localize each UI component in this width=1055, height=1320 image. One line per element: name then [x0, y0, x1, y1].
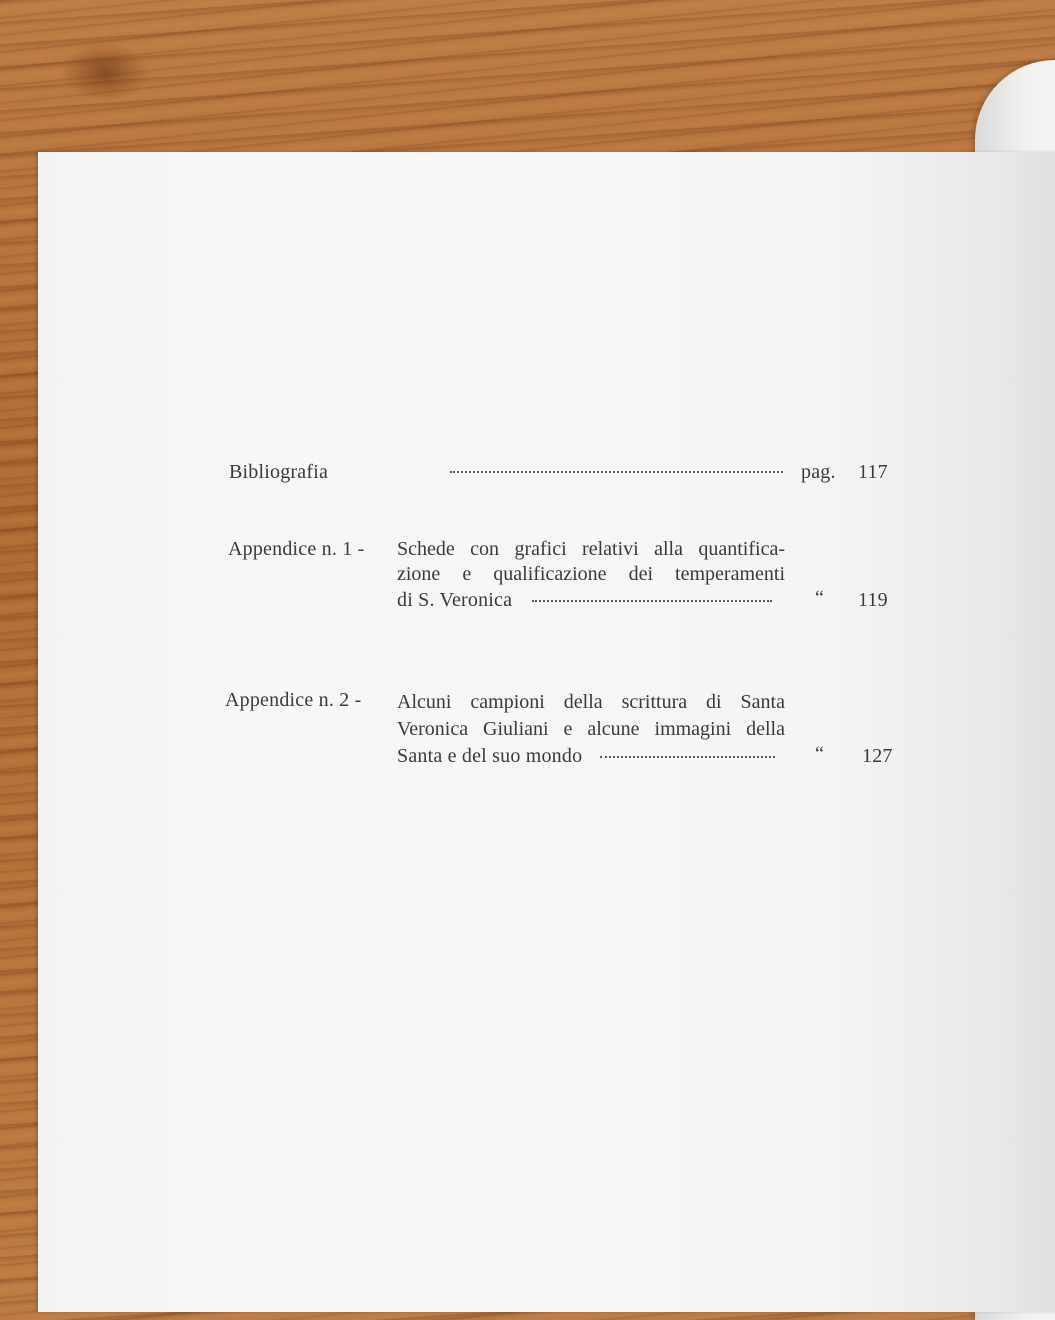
toc-entry-bibliografia-page: 117: [858, 461, 888, 483]
toc-entry-bibliografia-page-label: pag.: [801, 461, 836, 483]
dot-leader: [532, 596, 772, 602]
dot-leader: [600, 752, 775, 758]
toc-entry-appendix1-ditto: “: [815, 587, 825, 609]
toc-entry-appendix1-line-3: di S. Veronica: [397, 589, 513, 611]
toc-entry-appendix1-line-1: Schede con grafici relativi alla quantifica-: [397, 538, 785, 560]
toc-entry-appendix1-page: 119: [858, 589, 888, 611]
toc-entry-bibliografia-title: Bibliografia: [229, 461, 329, 483]
toc-entry-appendix1-line-2: zione e qualificazione dei temperamenti: [397, 563, 785, 585]
dot-leader: [450, 467, 783, 473]
toc-entry-appendix2-page: 127: [862, 745, 893, 767]
toc-entry-appendix1-label: Appendice n. 1 -: [228, 538, 365, 560]
toc-entry-appendix2-label: Appendice n. 2 -: [225, 689, 362, 711]
toc-entry-appendix2-line-1: Alcuni campioni della scrittura di Santa: [397, 691, 785, 713]
toc-entry-appendix2-line-3: Santa e del suo mondo: [397, 745, 583, 767]
toc-entry-appendix2-line-2: Veronica Giuliani e alcune immagini della: [397, 718, 785, 740]
toc-entry-appendix2-ditto: “: [815, 743, 825, 765]
